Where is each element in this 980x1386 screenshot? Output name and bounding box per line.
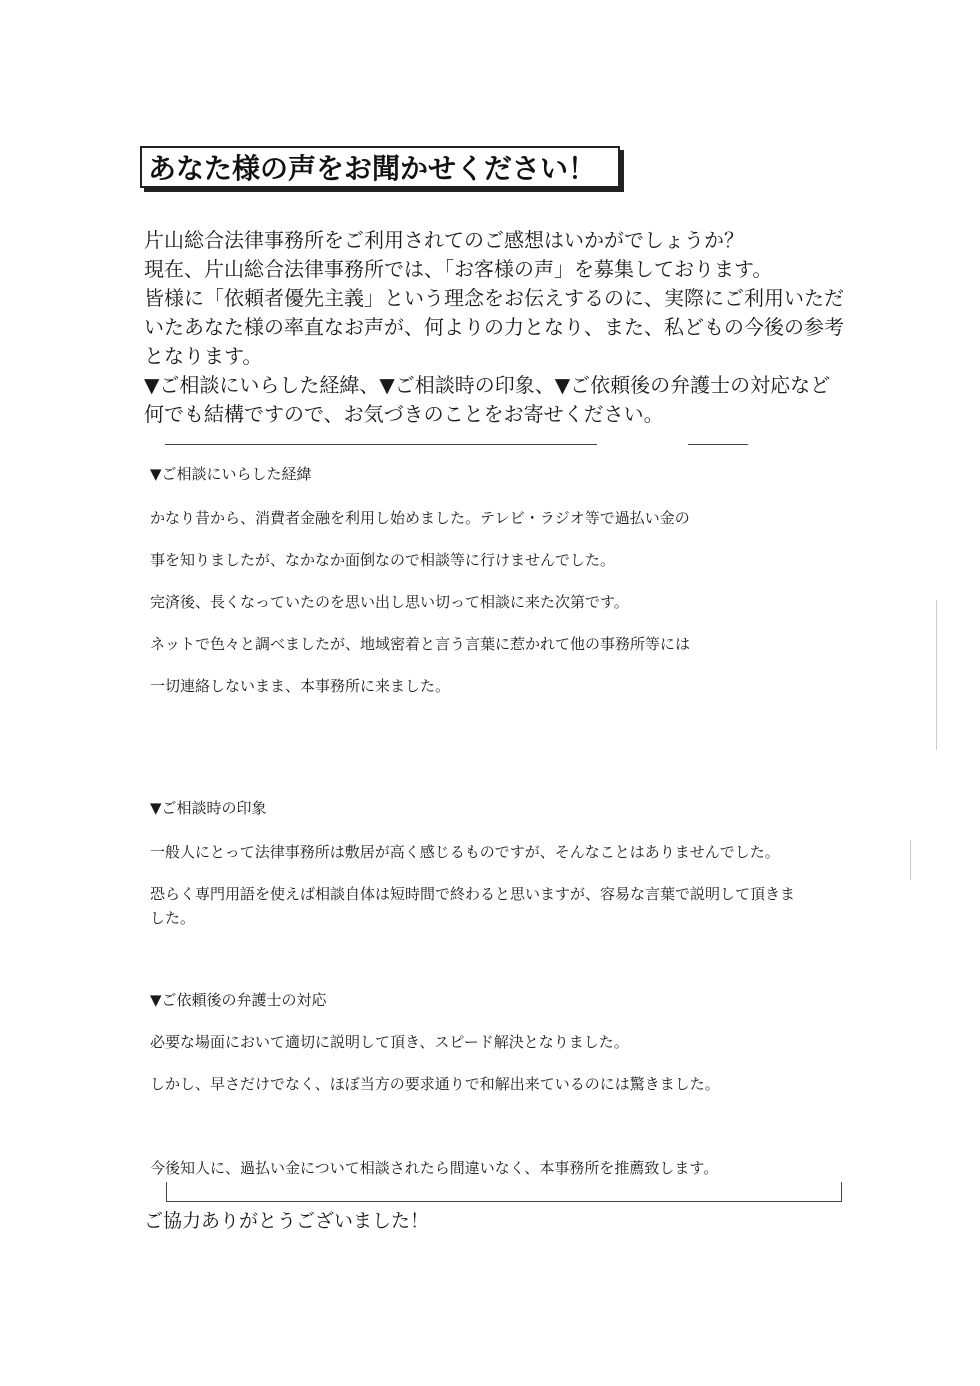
divider-line — [165, 444, 597, 445]
section-consultation-impression — [150, 798, 910, 938]
section-line: ネットで色々と調べましたが、地域密着と言う言葉に惹かれて他の事務所等には — [150, 635, 691, 653]
intro-line: 片山総合法律事務所をご利用されてのご感想はいかがでしょうか？ — [144, 228, 744, 252]
page-title: あなた様の声をお聞かせください！ — [148, 152, 597, 185]
section-line: 一切連絡しないまま、本事務所に来ました。 — [150, 677, 451, 695]
intro-line: 何でも結構ですので、お気づきのことをお寄せください。 — [144, 402, 664, 426]
intro-line: 皆様に「依頼者優先主義」という理念をお伝えするのに、実際にご利用いただ — [144, 286, 844, 310]
intro-line: いたあなた様の率直なお声が、何よりの力となり、また、私どもの今後の参考 — [144, 315, 844, 339]
section-lawyer-response — [150, 990, 910, 1100]
intro-line: 現在、片山総合法律事務所では、「お客様の声」を募集しております。 — [144, 257, 773, 281]
section-heading: ▼ご依頼後の弁護士の対応 — [150, 991, 327, 1009]
thanks-message: ご協力ありがとうございました！ — [144, 1210, 430, 1232]
section-line: 恐らく専門用語を使えば相談自体は短時間で終わると思いますが、容易な言葉で説明して頂きま — [150, 885, 796, 903]
section-line: しかし、早さだけでなく、ほぼ当方の要求通りで和解出来ているのには驚きました。 — [150, 1075, 720, 1093]
scan-edge-mark — [936, 600, 937, 750]
section-line: 必要な場面において適切に説明して頂き、スピード解決となりました。 — [150, 1033, 629, 1051]
closing-line: 今後知人に、過払い金について相談されたら間違いなく、本事務所を推薦致します。 — [150, 1159, 719, 1177]
intro-text — [144, 226, 864, 429]
intro-line: ▼ご相談にいらした経緯、▼ご相談時の印象、▼ご依頼後の弁護士の対応など — [144, 373, 831, 397]
section-heading: ▼ご相談時の印象 — [150, 799, 267, 817]
title-box — [140, 146, 620, 188]
scan-edge-mark — [910, 840, 911, 880]
section-line: 完済後、長くなっていたのを思い出し思い切って相談に来た次第です。 — [150, 593, 629, 611]
section-line: 一般人にとって法律事務所は敷居が高く感じるものですが、そんなことはありませんでした。 — [150, 843, 780, 861]
section-consultation-background — [150, 464, 910, 704]
divider-line — [688, 444, 748, 445]
section-line: した。 — [150, 909, 196, 927]
section-heading: ▼ご相談にいらした経緯 — [150, 465, 312, 483]
section-line: 事を知りましたが、なかなか面倒なので相談等に行けませんでした。 — [150, 551, 616, 569]
section-line: かなり昔から、消費者金融を利用し始めました。テレビ・ラジオ等で過払い金の — [150, 509, 690, 527]
closing-bracket — [166, 1182, 842, 1202]
intro-line: となります。 — [144, 344, 263, 368]
